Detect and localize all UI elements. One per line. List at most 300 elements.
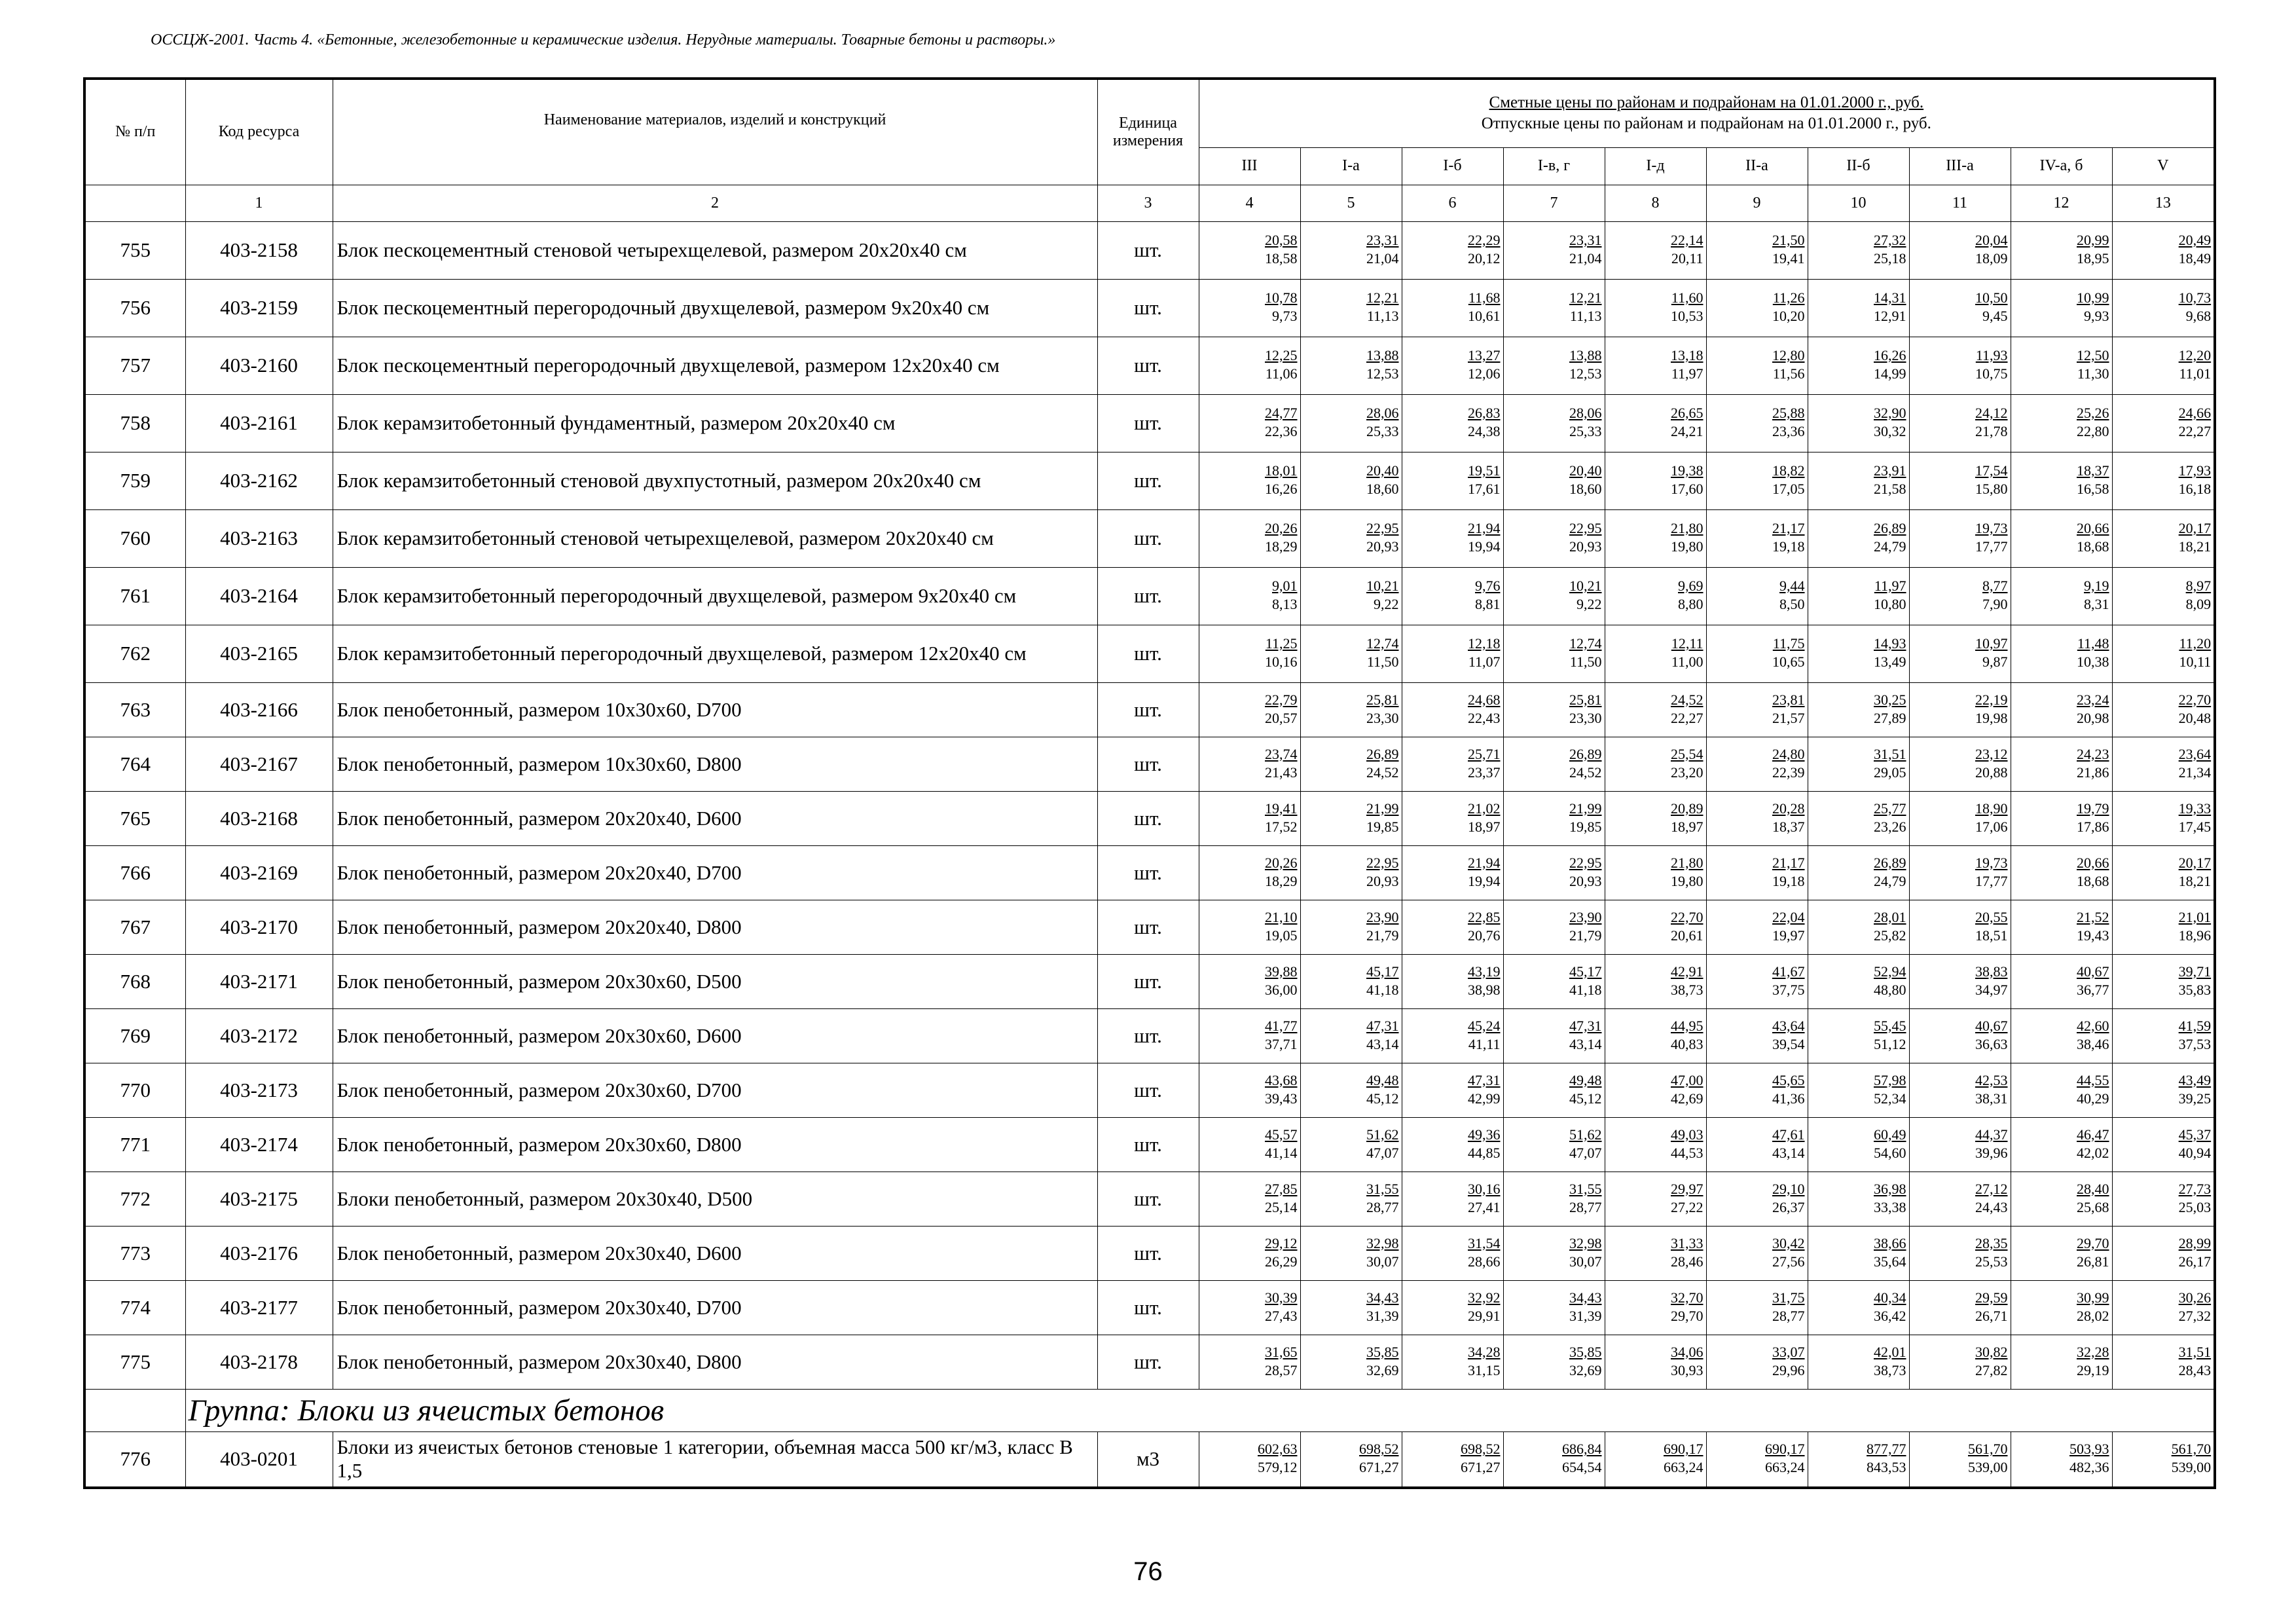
price-cell — [1300, 1431, 1402, 1488]
unit-of-measure: шт. — [1097, 394, 1199, 452]
estimated-price: 10,97 — [1975, 635, 2008, 652]
release-price: 40,29 — [2077, 1090, 2109, 1107]
price-cell — [2112, 1431, 2215, 1488]
estimated-price: 24,80 — [1772, 745, 1805, 762]
price-cell — [1909, 394, 2011, 452]
price-cell — [1808, 682, 1909, 737]
price-cell — [1402, 221, 1503, 279]
release-price: 20,93 — [1569, 872, 1602, 889]
release-price: 19,85 — [1366, 818, 1399, 835]
price-cell — [1503, 452, 1605, 509]
estimated-price: 43,49 — [2178, 1071, 2212, 1088]
release-price: 21,79 — [1569, 927, 1602, 944]
estimated-price: 24,52 — [1671, 691, 1704, 708]
release-price: 18,60 — [1366, 481, 1399, 497]
release-price: 19,85 — [1569, 818, 1602, 835]
release-price: 24,52 — [1366, 764, 1399, 781]
price-cell — [1909, 221, 2011, 279]
estimated-price: 24,12 — [1975, 405, 2008, 421]
estimated-price: 18,01 — [1265, 462, 1298, 479]
price-cell — [1402, 1172, 1503, 1226]
estimated-price: 698,52 — [1359, 1441, 1399, 1458]
column-number: 8 — [1605, 185, 1706, 221]
release-price: 9,87 — [1982, 654, 2008, 670]
table-row — [84, 279, 2215, 337]
price-cell — [1199, 737, 1300, 791]
estimated-price: 43,64 — [1772, 1017, 1805, 1034]
estimated-price: 26,89 — [1366, 745, 1399, 762]
table-body — [84, 221, 2215, 1488]
unit-of-measure: шт. — [1097, 452, 1199, 509]
price-cell — [1300, 337, 1402, 394]
estimated-price: 45,37 — [2178, 1126, 2212, 1143]
release-price: 47,07 — [1569, 1144, 1602, 1161]
price-cell — [1199, 452, 1300, 509]
estimated-price: 14,93 — [1874, 635, 1906, 652]
release-price: 18,68 — [2077, 872, 2109, 889]
release-price: 14,99 — [1874, 365, 1906, 382]
estimated-price: 21,10 — [1265, 908, 1298, 925]
row-number: 756 — [84, 279, 185, 337]
header-region: III — [1199, 147, 1300, 185]
price-cell — [1402, 682, 1503, 737]
release-price: 539,00 — [1968, 1459, 2008, 1476]
unit-of-measure: шт. — [1097, 845, 1199, 900]
table-row — [84, 567, 2215, 625]
release-price: 20,93 — [1366, 538, 1399, 555]
price-cell — [2011, 1172, 2112, 1226]
price-cell — [1605, 279, 1706, 337]
release-price: 30,07 — [1366, 1253, 1399, 1270]
estimated-price: 31,55 — [1366, 1180, 1399, 1197]
estimated-price: 30,99 — [2077, 1289, 2109, 1306]
release-price: 20,48 — [2178, 709, 2212, 726]
price-cell — [1909, 1226, 2011, 1280]
resource-code: 403-2178 — [185, 1335, 333, 1389]
price-cell — [1808, 1280, 1909, 1335]
estimated-price: 25,77 — [1874, 800, 1906, 817]
estimated-price: 45,17 — [1366, 963, 1399, 980]
release-price: 10,65 — [1772, 654, 1805, 670]
price-cell — [1706, 509, 1808, 567]
estimated-price: 29,70 — [2077, 1234, 2109, 1251]
release-price: 42,02 — [2077, 1144, 2109, 1161]
estimated-price: 45,17 — [1569, 963, 1602, 980]
estimated-price: 12,20 — [2178, 347, 2212, 363]
release-price: 10,11 — [2179, 654, 2212, 670]
release-price: 11,30 — [2077, 365, 2109, 382]
release-price: 19,98 — [1975, 709, 2008, 726]
header-unit: Единица измерения — [1097, 79, 1199, 185]
release-price: 39,96 — [1975, 1144, 2008, 1161]
estimated-price: 25,54 — [1671, 745, 1704, 762]
price-cell — [1199, 509, 1300, 567]
estimated-price: 55,45 — [1874, 1017, 1906, 1034]
price-cell — [1402, 900, 1503, 954]
estimated-price: 17,93 — [2178, 462, 2212, 479]
estimated-price: 11,68 — [1468, 289, 1501, 306]
price-cell — [1503, 900, 1605, 954]
resource-code: 403-2169 — [185, 845, 333, 900]
estimated-price: 23,74 — [1265, 745, 1298, 762]
price-cell — [1300, 1063, 1402, 1117]
table-row — [84, 1335, 2215, 1389]
release-price: 45,12 — [1366, 1090, 1399, 1107]
estimated-price: 23,24 — [2077, 691, 2109, 708]
estimated-price: 22,04 — [1772, 908, 1805, 925]
price-cell — [2011, 452, 2112, 509]
estimated-price: 49,36 — [1468, 1126, 1501, 1143]
price-cell — [1808, 221, 1909, 279]
unit-of-measure: шт. — [1097, 1117, 1199, 1172]
row-number: 755 — [84, 221, 185, 279]
group-row-spacer — [84, 1389, 185, 1431]
estimated-price: 10,78 — [1265, 289, 1298, 306]
price-cell — [1605, 337, 1706, 394]
price-cell — [1503, 509, 1605, 567]
estimated-price: 11,48 — [2077, 635, 2109, 652]
material-name: Блок керамзитобетонный стеновой четырехщелевой, размером 20х20х40 см — [333, 509, 1097, 567]
estimated-price: 22,70 — [2178, 691, 2212, 708]
price-cell — [1605, 1335, 1706, 1389]
release-price: 28,46 — [1671, 1253, 1704, 1270]
release-price: 22,80 — [2077, 423, 2109, 439]
unit-of-measure: шт. — [1097, 1063, 1199, 1117]
price-cell — [1808, 954, 1909, 1008]
price-cell — [1503, 337, 1605, 394]
release-price: 21,04 — [1569, 250, 1602, 267]
row-number: 760 — [84, 509, 185, 567]
document-header-title: ОССЦЖ-2001. Часть 4. «Бетонные, железобетонные и керамические изделия. Нерудные материалы. Товарные бетоны и растворы.» — [151, 31, 1056, 48]
resource-code: 403-2165 — [185, 625, 333, 682]
release-price: 36,42 — [1874, 1307, 1906, 1324]
release-price: 36,63 — [1975, 1035, 2008, 1052]
price-cell — [1402, 1008, 1503, 1063]
estimated-price: 23,81 — [1772, 691, 1805, 708]
release-price: 30,32 — [1874, 423, 1906, 439]
unit-of-measure: шт. — [1097, 509, 1199, 567]
price-cell — [1199, 900, 1300, 954]
row-number: 762 — [84, 625, 185, 682]
release-price: 41,18 — [1366, 981, 1399, 998]
material-name: Блок пенобетонный, размером 20х30х60, D500 — [333, 954, 1097, 1008]
release-price: 22,39 — [1772, 764, 1805, 781]
estimated-price: 13,27 — [1468, 347, 1501, 363]
release-price: 19,18 — [1772, 872, 1805, 889]
price-cell — [1605, 1280, 1706, 1335]
resource-code: 403-2159 — [185, 279, 333, 337]
release-price: 10,61 — [1468, 308, 1501, 324]
price-cell — [1909, 1008, 2011, 1063]
price-cell — [1300, 452, 1402, 509]
row-number: 765 — [84, 791, 185, 845]
release-price: 20,93 — [1569, 538, 1602, 555]
price-cell — [1706, 1431, 1808, 1488]
price-cell — [2112, 567, 2215, 625]
price-cell — [1199, 1335, 1300, 1389]
price-cell — [1605, 954, 1706, 1008]
unit-of-measure: шт. — [1097, 900, 1199, 954]
estimated-price: 8,97 — [2185, 578, 2212, 594]
estimated-price: 49,03 — [1671, 1126, 1704, 1143]
price-cell — [1909, 1172, 2011, 1226]
release-price: 19,43 — [2077, 927, 2109, 944]
estimated-price: 29,10 — [1772, 1180, 1805, 1197]
release-price: 18,29 — [1265, 538, 1298, 555]
estimated-price: 25,81 — [1569, 691, 1602, 708]
release-price: 29,91 — [1468, 1307, 1501, 1324]
table-row — [84, 625, 2215, 682]
estimated-price: 43,68 — [1265, 1071, 1298, 1088]
price-cell — [1808, 1008, 1909, 1063]
estimated-price: 20,55 — [1975, 908, 2008, 925]
estimated-price: 20,04 — [1975, 232, 2008, 248]
release-price: 20,76 — [1468, 927, 1501, 944]
price-cell — [1503, 1280, 1605, 1335]
estimated-price: 33,07 — [1772, 1343, 1805, 1360]
price-cell — [1300, 567, 1402, 625]
material-name: Блок пенобетонный, размером 20х30х60, D800 — [333, 1117, 1097, 1172]
price-cell — [1909, 737, 2011, 791]
estimated-price: 32,98 — [1366, 1234, 1399, 1251]
estimated-price: 28,01 — [1874, 908, 1906, 925]
header-prices-line1: Сметные цены по районам и подрайонам на 01.01.2000 г., руб. — [1489, 94, 1924, 112]
release-price: 22,43 — [1468, 709, 1501, 726]
row-number: 774 — [84, 1280, 185, 1335]
row-number: 769 — [84, 1008, 185, 1063]
estimated-price: 20,49 — [2178, 232, 2212, 248]
release-price: 19,80 — [1671, 872, 1704, 889]
estimated-price: 45,24 — [1468, 1017, 1501, 1034]
release-price: 41,18 — [1569, 981, 1602, 998]
table-row — [84, 1172, 2215, 1226]
release-price: 17,86 — [2077, 818, 2109, 835]
price-cell — [2011, 567, 2112, 625]
column-number: 4 — [1199, 185, 1300, 221]
unit-of-measure: шт. — [1097, 737, 1199, 791]
release-price: 18,97 — [1468, 818, 1501, 835]
estimated-price: 28,06 — [1366, 405, 1399, 421]
release-price: 25,33 — [1366, 423, 1399, 439]
estimated-price: 42,01 — [1874, 1343, 1906, 1360]
price-cell — [1300, 845, 1402, 900]
release-price: 27,89 — [1874, 709, 1906, 726]
row-number: 758 — [84, 394, 185, 452]
resource-code: 403-2162 — [185, 452, 333, 509]
estimated-price: 45,57 — [1265, 1126, 1298, 1143]
release-price: 25,03 — [2178, 1198, 2212, 1215]
release-price: 44,85 — [1468, 1144, 1501, 1161]
release-price: 28,66 — [1468, 1253, 1501, 1270]
price-cell — [1605, 509, 1706, 567]
release-price: 26,29 — [1265, 1253, 1298, 1270]
estimated-price: 12,50 — [2077, 347, 2109, 363]
price-cell — [2112, 1008, 2215, 1063]
estimated-price: 47,61 — [1772, 1126, 1805, 1143]
estimated-price: 27,12 — [1975, 1180, 2008, 1197]
estimated-price: 47,31 — [1366, 1017, 1399, 1034]
estimated-price: 8,77 — [1982, 578, 2008, 594]
estimated-price: 22,95 — [1569, 520, 1602, 536]
estimated-price: 57,98 — [1874, 1071, 1906, 1088]
price-cell — [1808, 1431, 1909, 1488]
release-price: 18,09 — [1975, 250, 2008, 267]
release-price: 28,57 — [1265, 1361, 1298, 1378]
release-price: 42,99 — [1468, 1090, 1501, 1107]
column-number-row — [84, 185, 2215, 221]
release-price: 19,94 — [1468, 872, 1501, 889]
release-price: 7,90 — [1982, 596, 2008, 612]
estimated-price: 12,80 — [1772, 347, 1805, 363]
release-price: 19,18 — [1772, 538, 1805, 555]
price-cell — [1808, 737, 1909, 791]
column-number: 5 — [1300, 185, 1402, 221]
table-row — [84, 1063, 2215, 1117]
estimated-price: 18,37 — [2077, 462, 2109, 479]
material-name: Блок керамзитобетонный фундаментный, размером 20х20х40 см — [333, 394, 1097, 452]
row-number: 771 — [84, 1117, 185, 1172]
release-price: 26,71 — [1975, 1307, 2008, 1324]
release-price: 22,27 — [2178, 423, 2212, 439]
estimated-price: 12,21 — [1569, 289, 1602, 306]
resource-code: 403-2158 — [185, 221, 333, 279]
estimated-price: 24,23 — [2077, 745, 2109, 762]
material-name: Блок пенобетонный, размером 20х30х40, D600 — [333, 1226, 1097, 1280]
release-price: 482,36 — [2069, 1459, 2109, 1476]
column-number: 10 — [1808, 185, 1909, 221]
estimated-price: 21,80 — [1671, 520, 1704, 536]
price-cell — [1503, 567, 1605, 625]
price-cell — [1706, 791, 1808, 845]
estimated-price: 39,88 — [1265, 963, 1298, 980]
release-price: 20,93 — [1366, 872, 1399, 889]
price-cell — [1808, 394, 1909, 452]
release-price: 18,49 — [2178, 250, 2212, 267]
price-cell — [1706, 1172, 1808, 1226]
table-row — [84, 394, 2215, 452]
estimated-price: 34,43 — [1366, 1289, 1399, 1306]
release-price: 18,58 — [1265, 250, 1298, 267]
release-price: 32,69 — [1569, 1361, 1602, 1378]
estimated-price: 23,31 — [1366, 232, 1399, 248]
release-price: 54,60 — [1874, 1144, 1906, 1161]
price-cell — [1808, 845, 1909, 900]
release-price: 12,53 — [1569, 365, 1602, 382]
estimated-price: 18,82 — [1772, 462, 1805, 479]
estimated-price: 690,17 — [1765, 1441, 1805, 1458]
row-number: 770 — [84, 1063, 185, 1117]
estimated-price: 28,35 — [1975, 1234, 2008, 1251]
release-price: 25,82 — [1874, 927, 1906, 944]
price-cell — [1503, 1335, 1605, 1389]
estimated-price: 22,70 — [1671, 908, 1704, 925]
release-price: 24,79 — [1874, 872, 1906, 889]
material-name: Блок керамзитобетонный стеновой двухпустотный, размером 20х20х40 см — [333, 452, 1097, 509]
estimated-price: 13,88 — [1569, 347, 1602, 363]
material-name: Блок пенобетонный, размером 10х30х60, D700 — [333, 682, 1097, 737]
column-number: 2 — [333, 185, 1097, 221]
release-price: 48,80 — [1874, 981, 1906, 998]
estimated-price: 30,39 — [1265, 1289, 1298, 1306]
resource-code: 403-2177 — [185, 1280, 333, 1335]
release-price: 13,49 — [1874, 654, 1906, 670]
estimated-price: 28,06 — [1569, 405, 1602, 421]
price-cell — [2112, 1280, 2215, 1335]
release-price: 26,17 — [2178, 1253, 2212, 1270]
price-cell — [1300, 279, 1402, 337]
price-cell — [1199, 954, 1300, 1008]
resource-code: 403-2163 — [185, 509, 333, 567]
release-price: 8,31 — [2084, 596, 2109, 612]
estimated-price: 31,55 — [1569, 1180, 1602, 1197]
release-price: 27,82 — [1975, 1361, 2008, 1378]
estimated-price: 31,75 — [1772, 1289, 1805, 1306]
release-price: 45,12 — [1569, 1090, 1602, 1107]
price-cell — [1706, 279, 1808, 337]
release-price: 17,05 — [1772, 481, 1805, 497]
estimated-price: 20,17 — [2178, 854, 2212, 871]
price-cell — [1706, 1008, 1808, 1063]
estimated-price: 30,42 — [1772, 1234, 1805, 1251]
estimated-price: 32,90 — [1874, 405, 1906, 421]
release-price: 41,11 — [1468, 1035, 1501, 1052]
price-cell — [1503, 1172, 1605, 1226]
price-cell — [1300, 394, 1402, 452]
price-cell — [1909, 954, 2011, 1008]
price-cell — [2112, 791, 2215, 845]
estimated-price: 22,95 — [1366, 854, 1399, 871]
estimated-price: 36,98 — [1874, 1180, 1906, 1197]
estimated-price: 20,40 — [1569, 462, 1602, 479]
estimated-price: 30,82 — [1975, 1343, 2008, 1360]
resource-code: 403-2174 — [185, 1117, 333, 1172]
release-price: 31,39 — [1366, 1307, 1399, 1324]
price-cell — [2112, 737, 2215, 791]
release-price: 15,80 — [1975, 481, 2008, 497]
price-cell — [1706, 337, 1808, 394]
price-cell — [2011, 394, 2112, 452]
price-cell — [1199, 1431, 1300, 1488]
estimated-price: 12,74 — [1569, 635, 1602, 652]
table-row — [84, 791, 2215, 845]
price-cell — [1402, 1431, 1503, 1488]
group-title: Группа: Блоки из ячеистых бетонов — [185, 1389, 2215, 1431]
release-price: 11,06 — [1265, 365, 1298, 382]
release-price: 39,54 — [1772, 1035, 1805, 1052]
release-price: 29,70 — [1671, 1307, 1704, 1324]
price-cell — [1808, 509, 1909, 567]
estimated-price: 25,81 — [1366, 691, 1399, 708]
material-name: Блок пенобетонный, размером 10х30х60, D800 — [333, 737, 1097, 791]
price-cell — [1402, 452, 1503, 509]
price-cell — [1808, 452, 1909, 509]
row-number: 775 — [84, 1335, 185, 1389]
estimated-price: 26,89 — [1874, 854, 1906, 871]
release-price: 9,22 — [1374, 596, 1399, 612]
page-number: 76 — [1133, 1557, 1163, 1586]
estimated-price: 18,90 — [1975, 800, 2008, 817]
header-region: V — [2112, 147, 2215, 185]
estimated-price: 10,50 — [1975, 289, 2008, 306]
estimated-price: 10,99 — [2077, 289, 2109, 306]
price-cell — [1605, 900, 1706, 954]
estimated-price: 30,26 — [2178, 1289, 2212, 1306]
release-price: 23,36 — [1772, 423, 1805, 439]
price-cell — [1808, 1063, 1909, 1117]
release-price: 17,45 — [2178, 818, 2212, 835]
price-cell — [1808, 1335, 1909, 1389]
estimated-price: 11,25 — [1265, 635, 1298, 652]
